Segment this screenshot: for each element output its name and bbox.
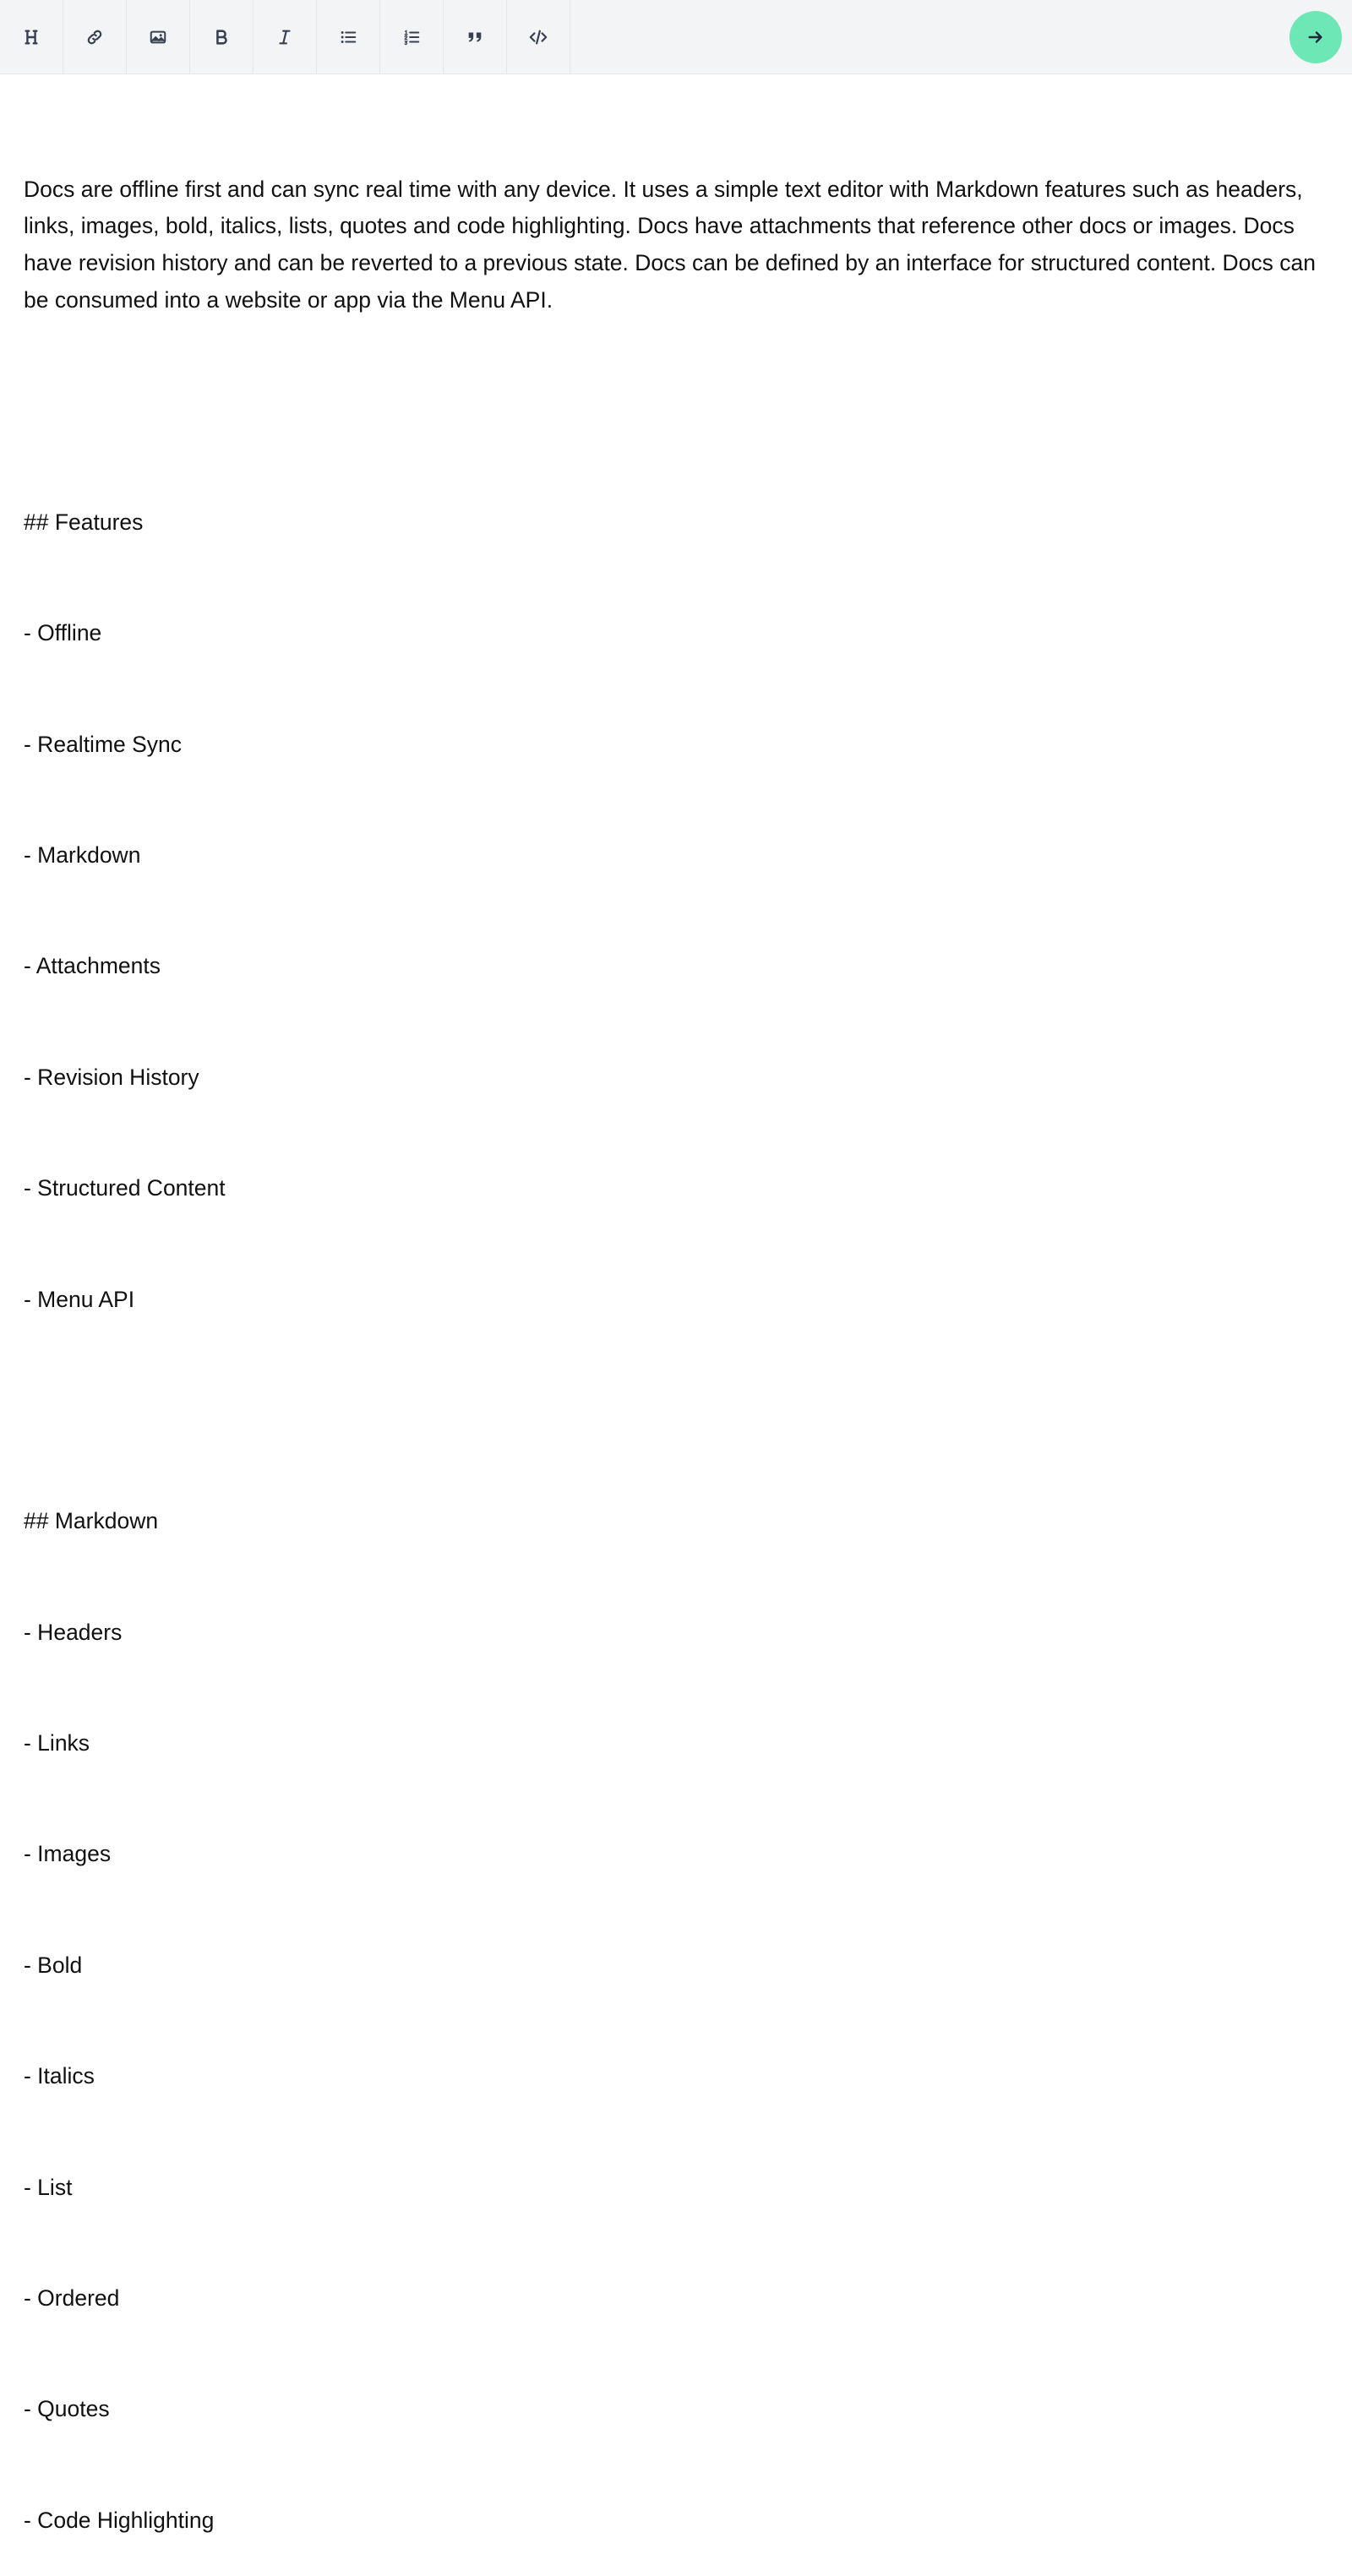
list-item: - Attachments [24, 953, 161, 979]
ordered-list-icon [402, 28, 421, 46]
heading-icon [22, 28, 41, 46]
submit-button[interactable] [1289, 11, 1342, 63]
quote-button[interactable] [444, 0, 507, 74]
markdown-editor[interactable] [24, 97, 1329, 2576]
italic-button[interactable] [254, 0, 317, 74]
list-item: - Italics [24, 2063, 95, 2089]
editor-toolbar [0, 0, 1352, 74]
heading-button[interactable] [0, 0, 63, 74]
unordered-list-button[interactable] [317, 0, 380, 74]
list-item: - Bold [24, 1952, 83, 1978]
list-item: - Ordered [24, 2285, 120, 2312]
list-icon [339, 28, 357, 46]
image-button[interactable] [127, 0, 190, 74]
italic-icon [275, 28, 294, 46]
list-item: - Menu API [24, 1286, 135, 1312]
list-item: - Offline [24, 620, 102, 646]
blank-line [24, 1392, 1329, 1430]
bold-button[interactable] [190, 0, 254, 74]
list-item: - Headers [24, 1619, 123, 1645]
link-button[interactable] [63, 0, 127, 74]
list-item: - Markdown [24, 841, 141, 868]
arrow-right-icon [1306, 28, 1325, 46]
list-item: - Code Highlighting [24, 2507, 215, 2533]
bold-icon [212, 28, 231, 46]
features-heading: ## Features [24, 509, 144, 535]
quote-icon [466, 28, 484, 46]
list-item: - Realtime Sync [24, 731, 183, 757]
ordered-list-button[interactable] [380, 0, 444, 74]
intro-paragraph: Docs are offline first and can sync real time with any device. It uses a simple text editor with Markdown features such as headers, links, images, bold, italics, lists, quotes and code highlighting. Docs have attachments that reference other docs or images. Docs have revision history and can be reverted to a previous state. Docs can be defined by an interface for structured content. Docs can be consumed into a website or app via the Menu API. [24, 176, 1322, 313]
list-item: - Images [24, 1841, 112, 1867]
image-icon [149, 28, 167, 46]
list-item: - Structured Content [24, 1175, 226, 1201]
code-button[interactable] [507, 0, 570, 74]
link-icon [85, 28, 104, 46]
blank-line [24, 393, 1329, 430]
list-item: - List [24, 2174, 73, 2200]
list-item: - Revision History [24, 1064, 199, 1090]
list-item: - Links [24, 1730, 90, 1756]
code-icon [529, 28, 548, 46]
list-item: - Quotes [24, 2396, 110, 2422]
markdown-heading: ## Markdown [24, 1508, 159, 1534]
format-button-group [0, 0, 570, 74]
